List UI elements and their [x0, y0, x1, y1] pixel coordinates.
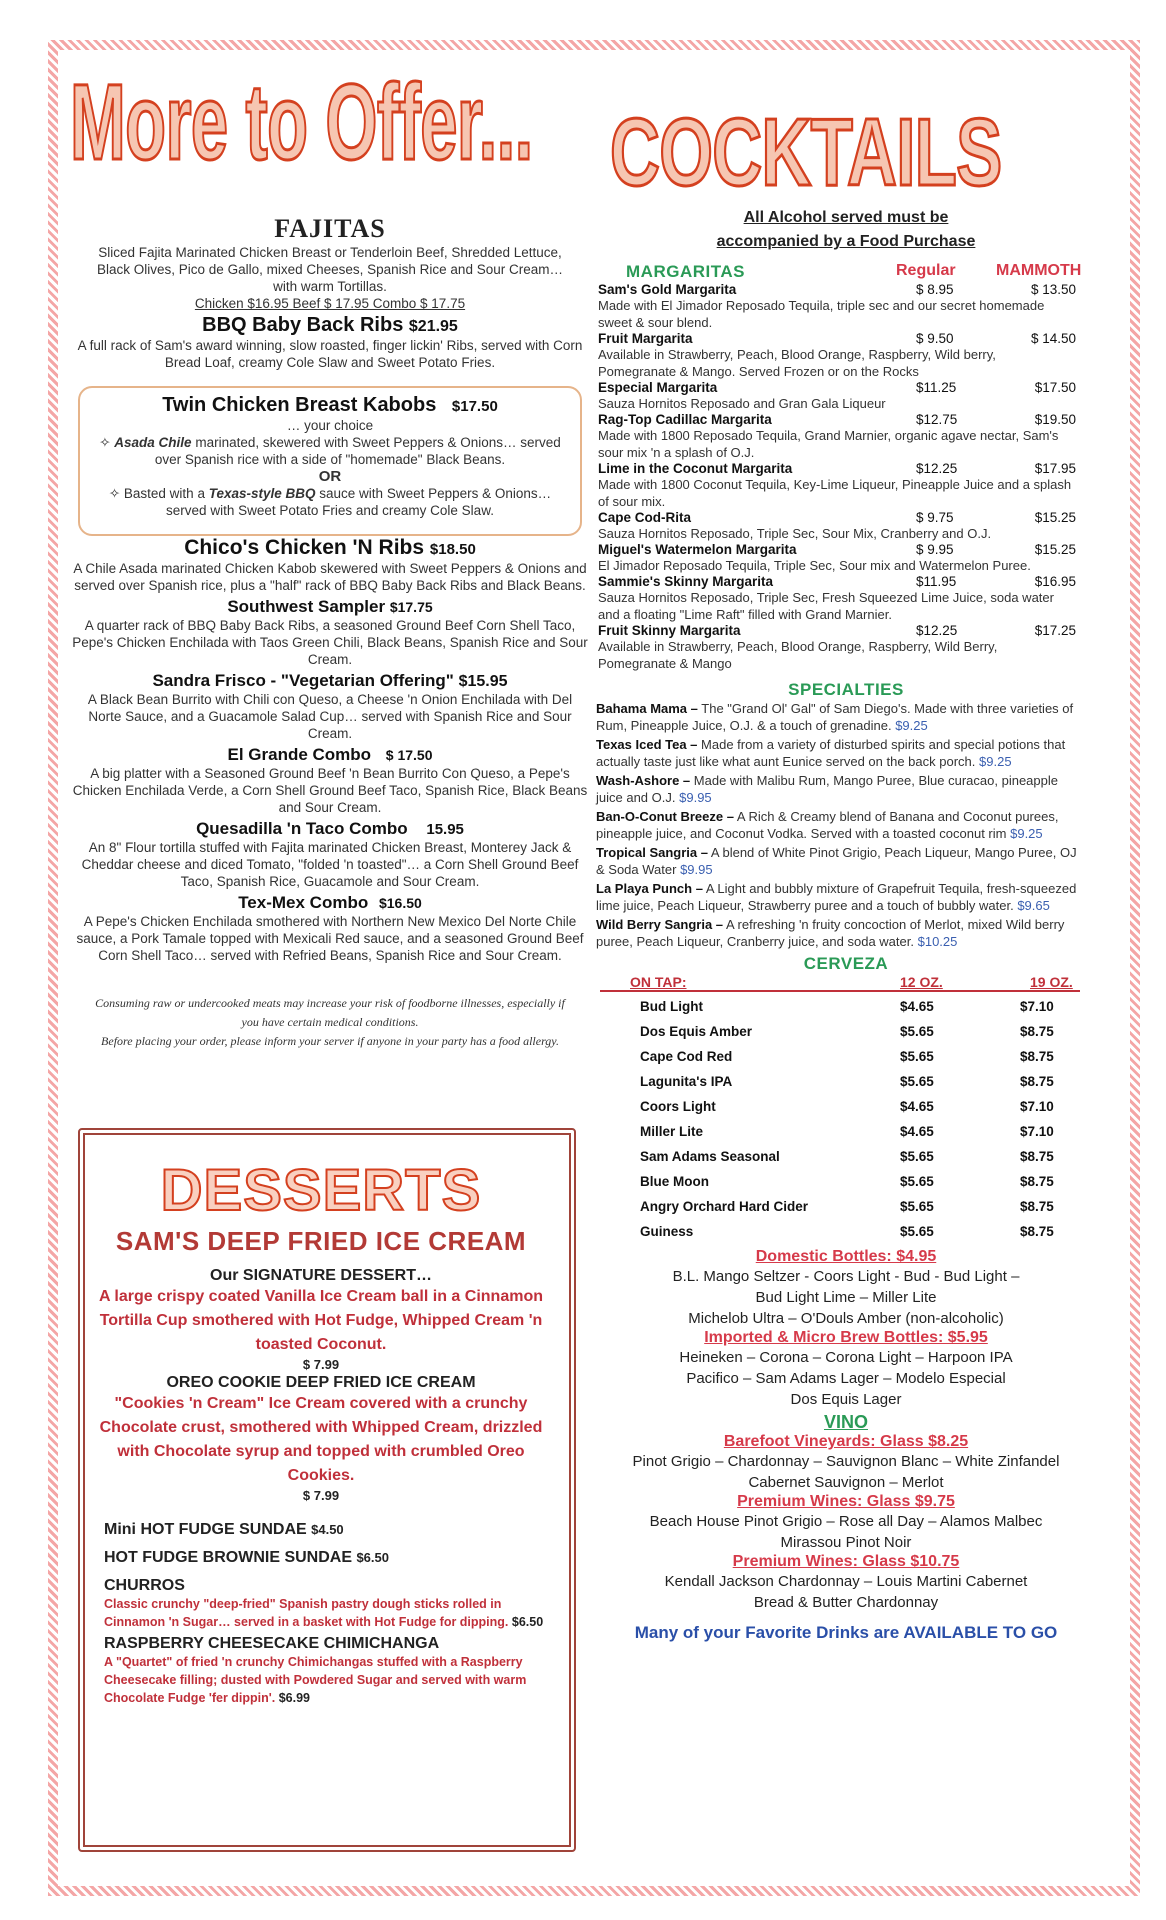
imported-title: Imported & Micro Brew Bottles: $5.95: [704, 1329, 988, 1346]
margarita-item: [598, 380, 1076, 412]
tap-name: Cape Cod Red: [640, 1049, 733, 1064]
kabobs-heading: [80, 394, 580, 417]
right-column: [596, 206, 1096, 1643]
chicos-desc: A Chile Asada marinated Chicken Kabob skewered with Sweet Peppers & Onions and served over Spanish rice, plus a "half" rack of BBQ Baby Back Ribs and Black Beans.: [73, 561, 587, 593]
margarita-price-mammoth: $19.50: [1034, 412, 1076, 427]
tap-row: [640, 1194, 1096, 1219]
margarita-item: [598, 331, 1076, 380]
tap-price-19oz: $8.75: [1020, 1224, 1054, 1239]
margarita-price-mammoth: $17.25: [1034, 623, 1076, 638]
other-desserts: [92, 1521, 550, 1707]
tap-price-19oz: $7.10: [1020, 1124, 1054, 1139]
margarita-row: [598, 412, 1076, 427]
tap-price-19oz: $8.75: [1020, 1049, 1054, 1064]
specialty-name: Texas Iced Tea –: [596, 737, 698, 752]
specialties-title: SPECIALTIES: [788, 680, 904, 699]
diamond-bullet-icon: ✧: [108, 486, 124, 501]
to-go-note: Many of your Favorite Drinks are AVAILABLE TO GO: [634, 1623, 1058, 1642]
sandra-title: Sandra Frisco - "Vegetarian Offering": [152, 671, 454, 690]
signature-price: $ 7.99: [302, 1357, 340, 1372]
margarita-row: [598, 510, 1076, 525]
margarita-name: Lime in the Coconut Margarita: [598, 461, 793, 476]
tap-list: [596, 994, 1096, 1244]
margarita-item: [598, 282, 1076, 331]
margarita-item: [598, 574, 1076, 623]
mini-sundae-price: $4.50: [311, 1522, 344, 1537]
chimi-label: RASPBERRY CHEESECAKE CHIMICHANGA: [104, 1635, 440, 1652]
grande-heading: [72, 745, 588, 765]
quesadilla-price: 15.95: [426, 821, 464, 838]
deep-fried-title: SAM'S DEEP FRIED ICE CREAM: [115, 1226, 527, 1256]
margarita-item: [598, 510, 1076, 542]
margarita-price-mammoth: $ 13.50: [1030, 282, 1076, 297]
margarita-desc: Sauza Hornitos Reposado, Triple Sec, Sour Mix, Cranberry and O.J.: [598, 526, 992, 541]
margarita-row: [598, 380, 1076, 395]
specialty-name: La Playa Punch –: [596, 881, 703, 896]
margaritas-header: [596, 262, 1096, 282]
grande-title: El Grande Combo: [227, 745, 372, 764]
tap-name: Dos Equis Amber: [640, 1024, 753, 1039]
margarita-price-mammoth: $17.95: [1034, 461, 1076, 476]
grande-price: $ 17.50: [385, 747, 433, 763]
right-title: COCKTAILS: [610, 99, 1002, 206]
premium-1075-list: Kendall Jackson Chardonnay – Louis Martini Cabernet Bread & Butter Chardonnay: [664, 1573, 1028, 1611]
barefoot-list: Pinot Grigio – Chardonnay – Sauvignon Blanc – White Zinfandel Cabernet Sauvignon – Merlot: [632, 1453, 1060, 1491]
tap-price-12oz: $4.65: [900, 1099, 934, 1114]
chicos-title: Chico's Chicken 'N Ribs: [184, 536, 425, 559]
tap-header: [600, 974, 1080, 992]
tap-price-19oz: $8.75: [1020, 1074, 1054, 1089]
specialty-item: [596, 844, 1078, 878]
oreo-desc: "Cookies 'n Cream" Ice Cream covered with a crunchy Chocolate crust, smothered with Whipped Cream, drizzled with Chocolate syrup and topped with crumbled Oreo Cookies.: [99, 1395, 543, 1484]
margarita-name: Especial Margarita: [598, 380, 718, 395]
texmex-heading: [72, 893, 588, 913]
sandra-desc: A Black Bean Burrito with Chili con Queso, a Cheese 'n Onion Enchilada with Del Norte Sauce, and a Guacamole Salad Cup… served with Spanish Rice and Sour Cream.: [87, 692, 573, 741]
bbq-heading: [72, 314, 588, 337]
specialty-desc: Made with Malibu Rum, Mango Puree, Blue curacao, pineapple juice and O.J.: [596, 773, 1058, 805]
domestic-title: Domestic Bottles: $4.95: [755, 1248, 937, 1265]
tap-name: Blue Moon: [640, 1174, 709, 1189]
texmex-price: $16.50: [378, 895, 422, 911]
margarita-name: Fruit Skinny Margarita: [598, 623, 741, 638]
southwest-desc: A quarter rack of BBQ Baby Back Ribs, a seasoned Ground Beef Corn Shell Taco, Pepe's Chicken Enchilada with Taos Green Chili, Black Beans, Spanish Rice and Sour Cream.: [72, 618, 588, 667]
specialty-item: [596, 700, 1078, 734]
tap-price-12oz: $5.65: [900, 1049, 934, 1064]
alcohol-notice: [596, 206, 1096, 254]
brownie-sundae-label: HOT FUDGE BROWNIE SUNDAE: [104, 1549, 352, 1566]
margarita-desc: Made with 1800 Coconut Tequila, Key-Lime Liqueur, Pineapple Juice and a splash of sour mix.: [598, 477, 1072, 509]
tap-row: [640, 1219, 1096, 1244]
margarita-desc: Available in Strawberry, Peach, Blood Orange, Raspberry, Wild berry, Pomegranate & Mango. Served Frozen or on the Rocks: [598, 347, 996, 379]
grande-desc: A big platter with a Seasoned Ground Beef 'n Bean Burrito Con Queso, a Pepe's Chicken Enchilada Verde, a Corn Shell Ground Beef Taco, Spanish Rice, Black Beans and Sour Cream.: [72, 766, 588, 815]
fajitas-title: FAJITAS: [274, 214, 386, 243]
vino-title: VINO: [823, 1412, 868, 1432]
tap-row: [640, 1019, 1096, 1044]
premium-975-title: Premium Wines: Glass $9.75: [737, 1493, 955, 1510]
specialty-desc: A Light and bubbly mixture of Grapefruit Tequila, fresh-squeezed lime juice, Peach Liqueur, Strawberry puree and a touch of bubbly water.: [596, 881, 1077, 913]
signature-desc: A large crispy coated Vanilla Ice Cream ball in a Cinnamon Tortilla Cup smothered with Hot Fudge, Whipped Cream 'n toasted Coconut.: [98, 1288, 543, 1353]
kabobs-option-2: ✧ Basted with a Texas-style BBQ sauce with Sweet Peppers & Onions… served with Sweet Potato Fries and creamy Cole Slaw.: [108, 486, 552, 518]
margarita-item: [598, 461, 1076, 510]
margarita-price-regular: $ 9.95: [916, 542, 954, 557]
margarita-price-mammoth: $15.25: [1034, 542, 1076, 557]
tap-row: [640, 1069, 1096, 1094]
margarita-name: Cape Cod-Rita: [598, 510, 692, 525]
specialty-item: [596, 808, 1078, 842]
margarita-item: [598, 412, 1076, 461]
churros-label: CHURROS: [104, 1577, 185, 1594]
quesadilla-desc: An 8" Flour tortilla stuffed with Fajita marinated Chicken Breast, Monterey Jack & Cheddar cheese and diced Tomato, "folded 'n toasted"… a Corn Shell Ground Beef Taco, Spanish Rice, Guacamole and Sour Cream.: [81, 840, 579, 889]
alcohol-notice-line-1: All Alcohol served must be: [743, 209, 949, 226]
bbq-title: BBQ Baby Back Ribs: [202, 314, 404, 336]
tap-name: Sam Adams Seasonal: [640, 1149, 780, 1164]
tap-price-19oz: $7.10: [1020, 1099, 1054, 1114]
fajitas-prices: Chicken $16.95 Beef $ 17.95 Combo $ 17.75: [194, 296, 466, 311]
margarita-name: Sam's Gold Margarita: [598, 282, 737, 297]
margarita-row: [598, 331, 1076, 346]
fajitas-desc: Sliced Fajita Marinated Chicken Breast or Tenderloin Beef, Shredded Lettuce, Black Olives, Pico de Gallo, mixed Cheeses, Spanish Rice and Sour Cream…with warm Tortillas.: [97, 245, 563, 294]
kabobs-option-1: ✧ Asada Chile marinated, skewered with Sweet Peppers & Onions… served over Spanish rice with a side of "homemade" Black Beans.: [99, 435, 561, 467]
margaritas-list: [596, 282, 1096, 672]
tap-name: Bud Light: [640, 999, 703, 1014]
specialty-name: Wash-Ashore –: [596, 773, 691, 788]
tap-name: Coors Light: [640, 1099, 716, 1114]
oreo-title: OREO COOKIE DEEP FRIED ICE CREAM: [166, 1374, 476, 1391]
tap-name: Angry Orchard Hard Cider: [640, 1199, 809, 1214]
specialty-price: $9.25: [979, 754, 1012, 769]
specialty-item: [596, 772, 1078, 806]
alcohol-notice-line-2: accompanied by a Food Purchase: [716, 233, 976, 250]
oreo-price: $ 7.99: [302, 1488, 340, 1503]
margaritas-col-mammoth: MAMMOTH: [996, 262, 1082, 279]
southwest-title: Southwest Sampler: [227, 597, 386, 616]
specialty-desc: A blend of White Pinot Grigio, Peach Liqueur, Mango Puree, OJ & Soda Water: [596, 845, 1077, 877]
specialty-desc: A Rich & Creamy blend of Banana and Coconut purees, pineapple juice, and Coconut Vodka. Served with a toasted coconut rim: [596, 809, 1059, 841]
margarita-name: Fruit Margarita: [598, 331, 693, 346]
tap-col-12oz: 12 OZ.: [900, 974, 943, 990]
churros-desc: Classic crunchy "deep-fried" Spanish pastry dough sticks rolled in Cinnamon 'n Sugar… served in a basket with Hot Fudge for dipping. $6.50: [104, 1597, 544, 1629]
brownie-sundae: [104, 1549, 550, 1567]
diamond-bullet-icon: ✧: [99, 435, 115, 450]
sandra-heading: [72, 671, 588, 691]
tap-row: [640, 1144, 1096, 1169]
quesadilla-title: Quesadilla 'n Taco Combo: [196, 819, 408, 838]
margarita-desc: Sauza Hornitos Reposado, Triple Sec, Fresh Squeezed Lime Juice, soda water and a floating "Lime Raft" filled with Grand Marnier.: [598, 590, 1054, 622]
mini-sundae: [104, 1521, 550, 1539]
specialty-name: Tropical Sangria –: [596, 845, 708, 860]
tap-price-19oz: $8.75: [1020, 1199, 1054, 1214]
desserts-title: DESSERTS: [160, 1158, 482, 1223]
margarita-price-mammoth: $16.95: [1034, 574, 1076, 589]
imported-list: Heineken – Corona – Corona Light – Harpoon IPA Pacifico – Sam Adams Lager – Modelo Especial Dos Equis Lager: [679, 1349, 1013, 1408]
warning-raw-meat: Consuming raw or undercooked meats may increase your risk of foodborne illnesses, especially if you have certain medical conditions.: [95, 996, 565, 1029]
tap-price-12oz: $4.65: [900, 999, 934, 1014]
margarita-desc: El Jimador Reposado Tequila, Triple Sec, Sour mix and Watermelon Puree.: [598, 558, 1031, 573]
tap-price-12oz: $5.65: [900, 1199, 934, 1214]
southwest-price: $17.75: [389, 599, 433, 615]
kabobs-box: [78, 386, 582, 536]
margarita-price-regular: $12.75: [916, 412, 958, 427]
margarita-desc: Made with 1800 Reposado Tequila, Grand Marnier, organic agave nectar, Sam's sour mix 'n a splash of O.J.: [598, 428, 1059, 460]
margarita-desc: Sauza Hornitos Reposado and Gran Gala Liqueur: [598, 396, 886, 411]
tap-row: [640, 1094, 1096, 1119]
margarita-desc: Available in Strawberry, Peach, Blood Orange, Raspberry, Wild Berry, Pomegranate & Mango: [598, 639, 998, 671]
specialty-price: $9.95: [680, 862, 713, 877]
margarita-price-mammoth: $15.25: [1034, 510, 1076, 525]
margarita-row: [598, 461, 1076, 476]
kabobs-choice: … your choice: [286, 418, 374, 433]
margarita-price-regular: $12.25: [916, 623, 958, 638]
quesadilla-heading: [72, 819, 588, 839]
margarita-name: Rag-Top Cadillac Margarita: [598, 412, 772, 427]
chicos-price: $18.50: [429, 541, 476, 558]
tap-price-12oz: $4.65: [900, 1124, 934, 1139]
tap-row: [640, 1169, 1096, 1194]
specialty-name: Bahama Mama –: [596, 701, 698, 716]
tap-row: [640, 994, 1096, 1019]
specialty-price: $9.25: [1010, 826, 1043, 841]
tap-price-19oz: $8.75: [1020, 1174, 1054, 1189]
kabobs-price: $17.50: [451, 398, 498, 415]
margarita-row: [598, 574, 1076, 589]
texmex-title: Tex-Mex Combo: [238, 893, 369, 912]
kabobs-or: OR: [318, 468, 342, 485]
tap-price-12oz: $5.65: [900, 1149, 934, 1164]
margarita-desc: Made with El Jimador Reposado Tequila, triple sec and our secret homemade sweet & sour blend.: [598, 298, 1045, 330]
on-tap-label: ON TAP:: [630, 974, 687, 990]
tap-row: [640, 1044, 1096, 1069]
specialty-item: [596, 916, 1078, 950]
margarita-price-mammoth: $ 14.50: [1030, 331, 1076, 346]
barefoot-title: Barefoot Vineyards: Glass $8.25: [723, 1433, 969, 1450]
tap-price-12oz: $5.65: [900, 1224, 934, 1239]
specialty-desc: The "Grand Ol' Gal" of Sam Diego's. Made with three varieties of Rum, Pineapple Juice, O.J. & a touch of grenadine.: [596, 701, 1074, 733]
left-title: More to Offer...: [70, 61, 533, 182]
domestic-list: B.L. Mango Seltzer - Coors Light - Bud - Bud Light – Bud Light Lime – Miller Lite Michelob Ultra – O'Douls Amber (non-alcoholic): [672, 1268, 1020, 1327]
brownie-sundae-price: $6.50: [356, 1550, 389, 1565]
premium-1075-title: Premium Wines: Glass $10.75: [732, 1553, 960, 1570]
margarita-price-regular: $11.25: [916, 380, 957, 395]
food-warning: [72, 994, 588, 1051]
margarita-row: [598, 542, 1076, 557]
tap-col-19oz: 19 OZ.: [1030, 974, 1073, 990]
specialty-desc: A refreshing 'n fruity concoction of Merlot, mixed Wild berry puree, Peach Liqueur, Cranberry juice, and soda water.: [596, 917, 1065, 949]
margarita-price-regular: $11.95: [916, 574, 957, 589]
texmex-desc: A Pepe's Chicken Enchilada smothered with Northern New Mexico Del Norte Chile sauce, a Pork Tamale topped with Mexicali Red sauce, and a seasoned Ground Beef Corn Shell Taco… served with Refried Beans, Spanish Rice and Sour Cream.: [76, 914, 584, 963]
margarita-row: [598, 623, 1076, 638]
margaritas-title: MARGARITAS: [626, 262, 745, 281]
margarita-price-regular: $ 8.95: [916, 282, 954, 297]
left-column: [72, 214, 588, 371]
margarita-name: Sammie's Skinny Margarita: [598, 574, 774, 589]
margarita-item: [598, 623, 1076, 672]
tap-price-12oz: $5.65: [900, 1024, 934, 1039]
margarita-price-mammoth: $17.50: [1034, 380, 1076, 395]
cerveza-title: CERVEZA: [803, 954, 889, 973]
signature-label: Our SIGNATURE DESSERT…: [210, 1267, 432, 1284]
margarita-item: [598, 542, 1076, 574]
margarita-price-regular: $ 9.75: [916, 510, 954, 525]
specialty-price: $9.95: [679, 790, 712, 805]
tap-name: Lagunita's IPA: [640, 1074, 733, 1089]
desserts-section: [92, 1160, 550, 1707]
specialty-price: $9.25: [895, 718, 928, 733]
left-column-lower: [72, 536, 588, 1051]
tap-price-19oz: $8.75: [1020, 1024, 1054, 1039]
bbq-price: $21.95: [408, 318, 458, 335]
chimi-desc: A "Quartet" of fried 'n crunchy Chimichangas stuffed with a Raspberry Cheesecake filling; dusted with Powdered Sugar and served with warm Chocolate Fudge 'fer dippin'. $6.99: [104, 1655, 527, 1705]
margaritas-col-regular: Regular: [896, 262, 956, 279]
tap-price-12oz: $5.65: [900, 1174, 934, 1189]
bbq-desc: A full rack of Sam's award winning, slow roasted, finger lickin' Ribs, served with Corn Bread Loaf, creamy Cole Slaw and Sweet Potato Fries.: [77, 338, 583, 370]
margarita-price-regular: $12.25: [916, 461, 958, 476]
tap-name: Miller Lite: [640, 1124, 704, 1139]
tap-name: Guiness: [640, 1224, 694, 1239]
tap-row: [640, 1119, 1096, 1144]
tap-price-19oz: $7.10: [1020, 999, 1054, 1014]
margarita-row: [598, 282, 1076, 297]
sandra-price: $15.95: [458, 673, 508, 690]
margarita-name: Miguel's Watermelon Margarita: [598, 542, 797, 557]
chicos-heading: [72, 536, 588, 560]
tap-price-12oz: $5.65: [900, 1074, 934, 1089]
specialty-price: $9.65: [1017, 898, 1050, 913]
specialty-item: [596, 736, 1078, 770]
mini-sundae-label: Mini HOT FUDGE SUNDAE: [104, 1521, 307, 1538]
specialty-price: $10.25: [917, 934, 958, 949]
specialty-name: Ban-O-Conut Breeze –: [596, 809, 734, 824]
specialty-item: [596, 880, 1078, 914]
kabobs-title: Twin Chicken Breast Kabobs: [162, 394, 437, 416]
warning-allergy: Before placing your order, please inform your server if anyone in your party has a food allergy.: [101, 1034, 559, 1048]
southwest-heading: [72, 597, 588, 617]
margarita-price-regular: $ 9.50: [916, 331, 954, 346]
specialty-name: Wild Berry Sangria –: [596, 917, 724, 932]
specialty-desc: Made from a variety of disturbed spirits and special potions that actually taste just like what aunt Eunice served on the back porch.: [596, 737, 1066, 769]
premium-975-list: Beach House Pinot Grigio – Rose all Day – Alamos Malbec Mirassou Pinot Noir: [649, 1513, 1043, 1551]
specialties-list: [596, 700, 1096, 950]
tap-price-19oz: $8.75: [1020, 1149, 1054, 1164]
